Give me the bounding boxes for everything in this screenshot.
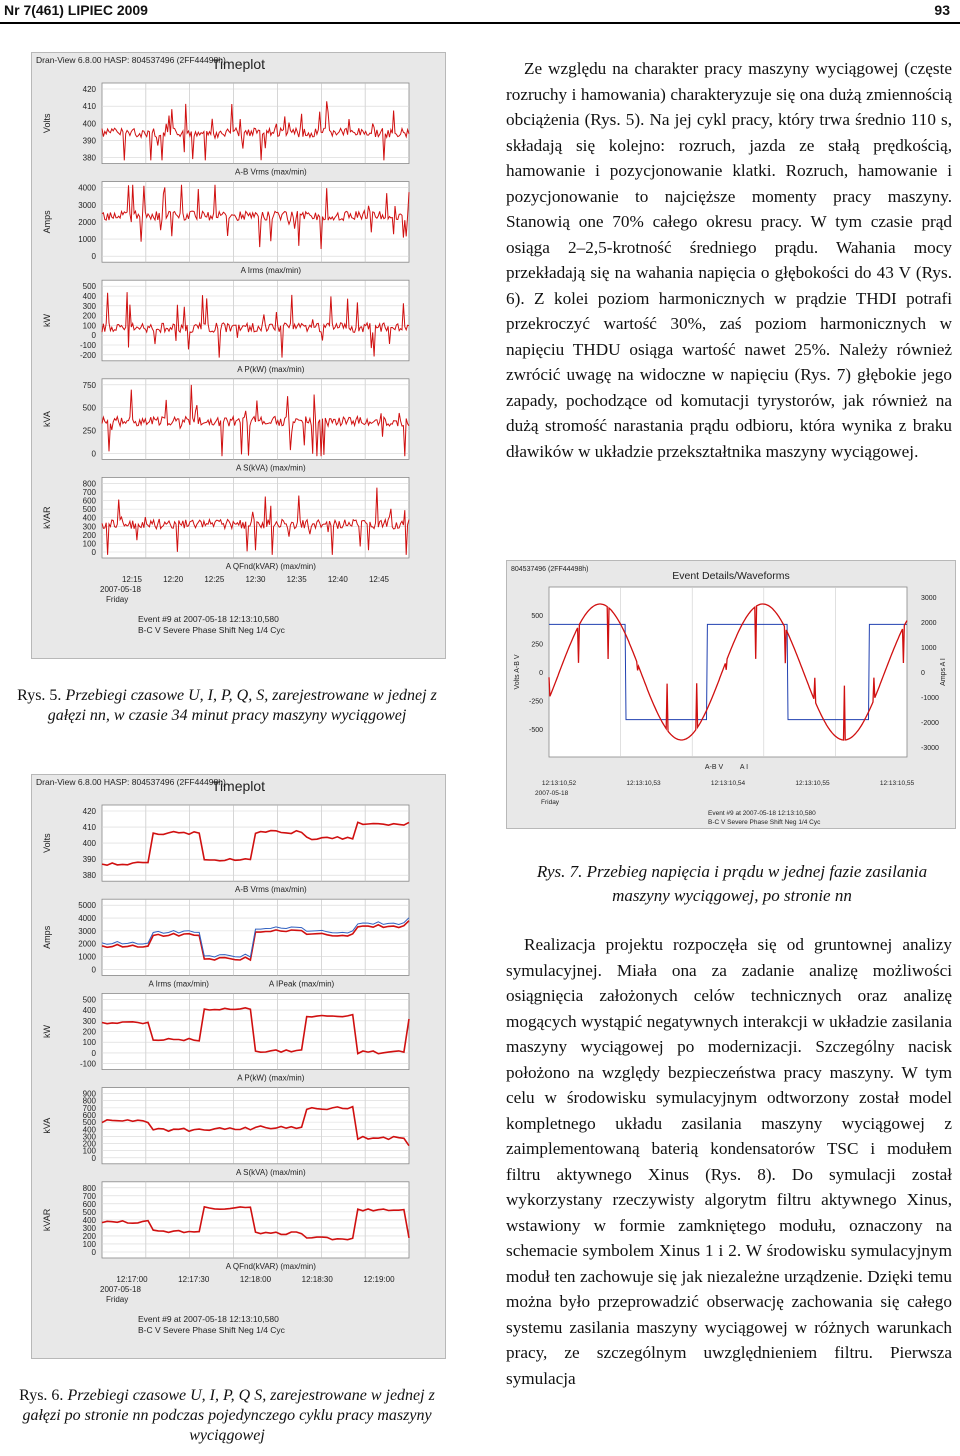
y-tick-label: 800 xyxy=(82,1096,96,1106)
panel-frame xyxy=(102,1088,409,1164)
y-tick-label: 700 xyxy=(82,487,96,497)
panel-unit: Amps xyxy=(42,210,52,234)
panel-frame xyxy=(102,899,409,975)
panel-kw xyxy=(42,993,409,1082)
plot-title: Timeplot xyxy=(211,778,266,794)
y-tick-label: 0 xyxy=(91,331,96,341)
paragraph-2-text: Realizacja projektu rozpoczęła się od gruntownej analizy symulacyjnej. Miała ona za zadanie analizę możliwości osiągnięcia założonych celów technicznych oraz analizę mogących wystąpić negatywnych interakcji w układzie zasilania maszyny wyciągowej po modernizacji. Szczególny nacisk położono na względy bezpieczeństwa pracy maszyny. W tym celu w środowisku symulacyjnym odtworzony został model kompletnego układu zasilania maszyny wyciągowej z zaimplementowaną baterią kondensatorów TSC i modułem filtru aktywnego Xinus (Rys. 8). Do symulacji został wykorzystany rzeczywisty algorytm filtru aktywnego Xinus, wstawiony w formie zamkniętego modułu, oznaczony na schemacie symbolem Xinus 1 i 2. W środowisku symulacyjnym moduł ten zachowuje się jak niezależne urządzenie. Dzięki temu można było przeprowadzić obserwację zachowania się całego systemu zasilania maszyny wyciągowej w różnych warunkach pracy, ze szczególnym uwzględnieniem filtru. Pierwsza symulacja xyxy=(506,935,952,1388)
y-tick-label: 100 xyxy=(82,1239,96,1249)
x-tick-label: 12:13:10,55 xyxy=(879,780,915,787)
y-tick-label: 300 xyxy=(82,1016,96,1026)
right-tick-label: 2000 xyxy=(921,620,937,627)
panel-unit: kW xyxy=(42,314,52,327)
figure-6-caption xyxy=(4,1386,450,1446)
y-tick-label: 750 xyxy=(82,380,96,390)
figure-7-waveforms xyxy=(506,560,956,829)
y-tick-label: 200 xyxy=(82,1139,96,1149)
trace-label: A S(kVA) (max/min) xyxy=(236,1167,306,1177)
y-tick-label: 0 xyxy=(91,1048,96,1058)
y-tick-label: 420 xyxy=(82,85,96,94)
y-tick-label: -200 xyxy=(79,350,96,360)
figure-5-caption-text: Przebiegi czasowe U, I, P, Q, S, zarejestrowane w jednej z gałęzi nn, w czasie 34 minut pracy maszyny wyciągowej xyxy=(47,687,437,724)
panel-volts xyxy=(42,805,409,894)
y-tick-label: 300 xyxy=(82,1223,96,1233)
right-axis-unit: Amps A I xyxy=(940,658,947,686)
y-tick-label: 0 xyxy=(91,252,96,262)
event-line-2: B-C V Severe Phase Shift Neg 1/4 Cyc xyxy=(138,1325,285,1335)
x-tick-label: 12:13:10,55 xyxy=(795,780,830,787)
panel-unit: Amps xyxy=(42,925,52,949)
y-tick-label: 2000 xyxy=(78,939,96,949)
y-tick-label: -100 xyxy=(79,1059,96,1069)
page-number: 93 xyxy=(934,2,950,18)
plot-title: Event Details/Waveforms xyxy=(672,570,790,582)
y-tick-label: 100 xyxy=(82,321,96,331)
left-tick-label: -500 xyxy=(528,727,543,734)
x-tick-label: 12:18:30 xyxy=(301,1275,333,1284)
y-tick-label: 0 xyxy=(91,965,96,975)
y-tick-label: 200 xyxy=(82,530,96,540)
panel-volts xyxy=(42,83,409,177)
x-tick-label: 12:30 xyxy=(245,575,266,584)
y-tick-label: 700 xyxy=(82,1191,96,1201)
y-tick-label: 410 xyxy=(82,102,96,112)
y-tick-label: 800 xyxy=(82,479,96,489)
y-tick-label: 400 xyxy=(82,1125,96,1135)
panel-amps xyxy=(42,182,409,276)
left-tick-label: 0 xyxy=(539,670,543,677)
y-tick-label: 0 xyxy=(91,449,96,459)
y-tick-label: 390 xyxy=(82,855,96,865)
fig7-svg xyxy=(507,561,955,828)
y-tick-label: 600 xyxy=(82,496,96,506)
event-line-1: Event #9 at 2007-05-18 12:13:10,580 xyxy=(138,1314,279,1324)
trace-label: A QFnd(kVAR) (max/min) xyxy=(225,1262,316,1271)
y-tick-label: 500 xyxy=(82,403,96,413)
header-rule xyxy=(0,22,960,24)
x-day: Friday xyxy=(106,1295,129,1304)
y-tick-label: 900 xyxy=(82,1089,96,1099)
y-tick-label: 800 xyxy=(82,1183,96,1193)
y-tick-label: 400 xyxy=(82,1006,96,1016)
x-tick-label: 12:13:10,53 xyxy=(626,780,661,787)
panel-unit: kVAR xyxy=(42,506,52,529)
panel-unit: kVA xyxy=(42,411,52,428)
x-day: Friday xyxy=(106,595,129,604)
panel-unit: Volts xyxy=(42,833,52,853)
panel-frame xyxy=(102,280,409,361)
trace-label: A P(kW) (max/min) xyxy=(237,364,305,374)
y-tick-label: 200 xyxy=(82,1027,96,1037)
event-line-2: B-C V Severe Phase Shift Neg 1/4 Cyc xyxy=(708,819,821,826)
y-tick-label: 2000 xyxy=(78,217,96,227)
y-tick-label: 400 xyxy=(82,513,96,523)
x-tick-label: 12:45 xyxy=(368,575,390,584)
x-tick-label: 12:15 xyxy=(121,575,143,584)
y-tick-label: 400 xyxy=(82,119,96,129)
event-line-1: Event #9 at 2007-05-18 12:13:10,580 xyxy=(708,810,816,817)
x-date: 2007-05-18 xyxy=(100,1285,141,1294)
y-tick-label: 400 xyxy=(82,1215,96,1225)
y-tick-label: 300 xyxy=(82,301,96,311)
trace-label: A IPeak (max/min) xyxy=(268,979,335,989)
panel-unit: kW xyxy=(42,1025,52,1038)
fig6-svg xyxy=(32,775,445,1358)
figure-7-caption xyxy=(510,860,954,908)
x-tick-label: 12:40 xyxy=(327,575,348,584)
figure-6-caption-text: Przebiegi czasowe U, I, P, Q S, zarejestrowane w jednej z gałęzi po stronie nn podczas pojedynczego cyklu pracy maszyny wyciągowej xyxy=(22,1387,435,1444)
trace-label: A P(kW) (max/min) xyxy=(237,1073,305,1083)
x-tick-label: 12:19:00 xyxy=(363,1275,395,1284)
x-tick-label: 12:20 xyxy=(163,575,184,584)
legend-voltage: A-B V xyxy=(704,764,724,771)
body-paragraph-1 xyxy=(506,56,952,464)
y-tick-label: 1000 xyxy=(78,952,96,962)
panel-unit: kVA xyxy=(42,1117,52,1134)
legend-current: A I xyxy=(739,764,749,771)
y-tick-label: 380 xyxy=(82,871,96,881)
trace-label: A-B Vrms (max/min) xyxy=(234,167,307,177)
body-paragraph-2 xyxy=(506,932,952,1391)
y-tick-label: 600 xyxy=(82,1111,96,1120)
y-tick-label: 500 xyxy=(82,1118,96,1128)
y-tick-label: 0 xyxy=(91,1248,96,1257)
left-axis-unit: Volts A-B V xyxy=(514,654,521,690)
figure-7-caption-text: Rys. 7. Przebieg napięcia i prądu w jednej fazie zasilania maszyny wyciągowej, po stronie nn xyxy=(536,862,928,905)
y-tick-label: 1000 xyxy=(78,235,96,245)
panel-amps xyxy=(42,899,409,988)
trace-label: A S(kVA) (max/min) xyxy=(236,463,306,473)
y-tick-label: 400 xyxy=(82,839,96,849)
figure-6-caption-prefix: Rys. 6. xyxy=(19,1387,68,1404)
y-tick-label: 3000 xyxy=(78,200,96,210)
right-tick-label: 1000 xyxy=(921,645,937,652)
trace-label: A Irms (max/min) xyxy=(240,266,302,276)
figure-6-timeplot xyxy=(31,774,446,1359)
right-tick-label: -3000 xyxy=(921,745,939,752)
plot-title: Timeplot xyxy=(211,56,266,72)
trace-label: A QFnd(kVAR) (max/min) xyxy=(225,562,316,571)
figure-5-caption xyxy=(4,686,450,726)
trace-label: A Irms (max/min) xyxy=(148,979,209,989)
y-tick-label: 420 xyxy=(82,807,96,816)
panel-kva xyxy=(42,379,409,473)
y-tick-label: 200 xyxy=(82,1231,96,1241)
app-title: Dran-View 6.8.00 HASP: 804537496 (2FF44498h) xyxy=(36,777,226,787)
plot-frame xyxy=(549,587,907,757)
x-tick-label: 12:17:30 xyxy=(178,1275,210,1284)
app-title: Dran-View 6.8.00 HASP: 804537496 (2FF44498h) xyxy=(36,55,226,65)
panel-unit: kVAR xyxy=(42,1208,52,1232)
y-tick-label: 500 xyxy=(82,282,96,292)
y-tick-label: 100 xyxy=(82,1038,96,1048)
right-tick-label: 3000 xyxy=(921,595,937,602)
right-tick-label: 0 xyxy=(921,670,925,677)
x-tick-label: 12:17:00 xyxy=(116,1275,148,1284)
figure-5-timeplot xyxy=(31,52,446,659)
y-tick-label: 380 xyxy=(82,153,96,163)
x-tick-label: 12:13:10,54 xyxy=(710,780,746,787)
panel-kw xyxy=(42,280,409,374)
y-tick-label: 0 xyxy=(91,1153,96,1163)
y-tick-label: 5000 xyxy=(78,901,96,911)
right-tick-label: -2000 xyxy=(921,720,939,727)
right-tick-label: -1000 xyxy=(921,695,939,702)
y-tick-label: 4000 xyxy=(78,183,96,193)
y-tick-label: 500 xyxy=(82,995,96,1005)
x-day: Friday xyxy=(541,799,560,806)
journal-issue: Nr 7(461) LIPIEC 2009 xyxy=(4,2,148,18)
x-tick-label: 12:25 xyxy=(204,575,225,584)
event-line-2: B-C V Severe Phase Shift Neg 1/4 Cyc xyxy=(138,625,285,635)
y-tick-label: 200 xyxy=(82,311,96,321)
left-tick-label: 250 xyxy=(531,641,543,649)
y-tick-label: 0 xyxy=(91,548,96,557)
y-tick-label: 100 xyxy=(82,1146,96,1156)
panel-unit: Volts xyxy=(42,113,52,134)
y-tick-label: 390 xyxy=(82,136,96,146)
y-tick-label: 250 xyxy=(82,426,96,436)
x-date: 2007-05-18 xyxy=(100,585,141,594)
y-tick-label: 500 xyxy=(82,1207,96,1217)
panel-kvar xyxy=(42,477,409,571)
y-tick-label: 4000 xyxy=(78,914,96,924)
y-tick-label: 300 xyxy=(82,522,96,532)
left-tick-label: -250 xyxy=(528,698,543,706)
y-tick-label: 410 xyxy=(82,823,96,833)
panel-kvar xyxy=(42,1182,409,1271)
y-tick-label: 500 xyxy=(82,505,96,515)
event-line-1: Event #9 at 2007-05-18 12:13:10,580 xyxy=(138,614,279,624)
panel-kva xyxy=(42,1088,409,1177)
left-tick-label: 500 xyxy=(531,613,543,620)
y-tick-label: -100 xyxy=(79,341,96,350)
app-title: 804537496 (2FF44498h) xyxy=(511,566,589,573)
y-tick-label: 700 xyxy=(82,1103,96,1113)
y-tick-label: 600 xyxy=(82,1199,96,1209)
x-tick-label: 12:35 xyxy=(286,575,307,584)
y-tick-label: 3000 xyxy=(78,926,96,936)
y-tick-label: 300 xyxy=(82,1132,96,1142)
y-tick-label: 400 xyxy=(82,292,96,301)
figure-5-caption-prefix: Rys. 5. xyxy=(17,687,66,704)
trace-label: A-B Vrms (max/min) xyxy=(234,885,307,895)
x-tick-label: 12:13:10,52 xyxy=(541,780,577,787)
fig5-svg xyxy=(32,53,445,658)
x-date: 2007-05-18 xyxy=(535,790,569,797)
x-tick-label: 12:18:00 xyxy=(239,1275,272,1284)
y-tick-label: 100 xyxy=(82,539,96,549)
paragraph-1-text: Ze względu na charakter pracy maszyny wyciągowej (częste rozruchy i hamowania) charakteryzuje się ona dużą zmiennością obciążenia (Rys. 5). Na jej cykl pracy, który trwa średnio 110 s, składają się kolejno: rozruch, jazda ze stałą prędkością, hamowanie i pozycjonowanie klatki. Rozruch, hamowanie i pozycjonowanie to najcięższe momenty pracy maszyny. Stanowią one 70% całego okresu pracy. W tym czasie prąd osiąga 2–2,5-krotność średniego prądu. Wahania mocy przekładają się na wahania napięcia o głębokości do 43 V (Rys. 6). Z kolei poziom harmonicznych w prądzie THDI potrafi przekroczyć wartość 30%, zaś poziom harmonicznych w napięciu THDU osiąga wartość nawet 25%. Należy również zwrócić uwagę na widoczne w napięciu (Rys. 7) głębokie jego zapady, pochodzące od komutacji tyrystorów, jak również na dużą stromość narastania prądu odbioru, która wynika z braku dławików w układzie przekształtnika maszyny wyciągowej. xyxy=(506,59,952,461)
